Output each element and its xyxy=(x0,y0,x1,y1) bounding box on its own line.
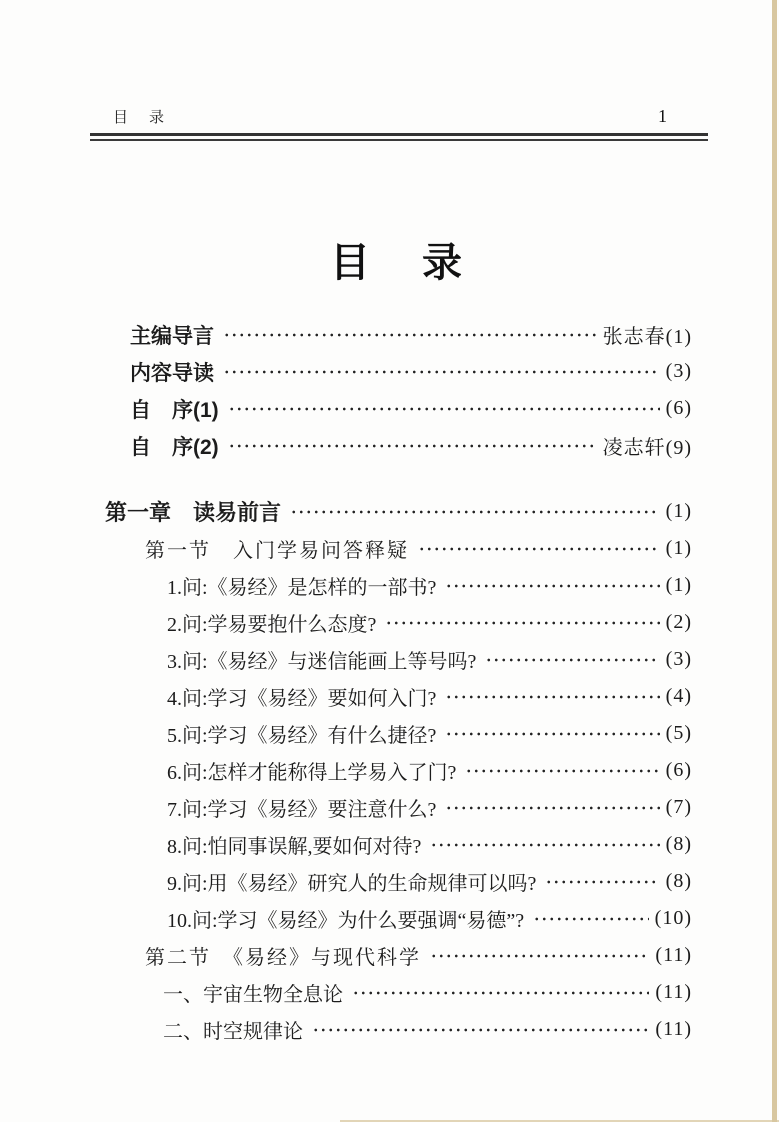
toc-entry xyxy=(93,427,692,464)
dot-leader xyxy=(465,766,659,776)
toc-entry xyxy=(93,1011,692,1048)
dot-leader xyxy=(445,692,659,702)
toc-entry-label: 二、时空规律论 xyxy=(163,1021,303,1043)
dot-leader xyxy=(352,988,649,998)
toc-entry-page: (8) xyxy=(665,833,692,855)
dot-leader xyxy=(445,729,659,739)
toc-entry-label: 主编导言 xyxy=(130,324,214,348)
toc-entry xyxy=(93,641,692,678)
toc-entry-label: 1.问:《易经》是怎样的一部书? xyxy=(167,577,437,599)
toc-entry-page: 凌志轩(9) xyxy=(602,437,692,459)
dot-leader xyxy=(445,581,659,591)
toc-entry-page: (8) xyxy=(665,870,692,892)
header-double-rule xyxy=(90,133,708,141)
toc-list xyxy=(93,316,705,1048)
toc-entry-label: 4.问:学习《易经》要如何入门? xyxy=(167,688,437,710)
dot-leader xyxy=(385,618,659,628)
toc-entry xyxy=(93,353,692,390)
toc-entry xyxy=(93,937,692,974)
toc-entry-page: (11) xyxy=(655,981,692,1003)
toc-entry-label: 一、宇宙生物全息论 xyxy=(163,984,343,1006)
dot-leader xyxy=(418,544,660,554)
toc-entry-page: (4) xyxy=(665,685,692,707)
toc-entry xyxy=(93,493,692,530)
toc-entry-page: (11) xyxy=(655,944,692,966)
toc-entry-page: (1) xyxy=(665,500,692,522)
toc-entry-page: (6) xyxy=(665,759,692,781)
dot-leader xyxy=(485,655,659,665)
page-content xyxy=(93,0,705,1048)
toc-entry xyxy=(93,567,692,604)
toc-entry xyxy=(93,715,692,752)
page-title: 目 录 xyxy=(330,240,468,285)
toc-entry xyxy=(93,974,692,1011)
toc-entry xyxy=(93,390,692,427)
toc-entry-label: 6.问:怎样才能称得上学易入了门? xyxy=(167,762,457,784)
toc-entry-page: (10) xyxy=(654,907,692,929)
toc-entry-label: 8.问:怕同事误解,要如何对待? xyxy=(167,836,422,858)
toc-entry xyxy=(93,789,692,826)
toc-entry-page: (3) xyxy=(665,648,692,670)
toc-entry-page: (7) xyxy=(665,796,692,818)
toc-entry xyxy=(93,604,692,641)
running-header-title: 目 录 xyxy=(113,110,168,126)
toc-entry xyxy=(93,678,692,715)
dot-leader xyxy=(430,840,659,850)
dot-leader xyxy=(445,803,659,813)
toc-entry xyxy=(93,863,692,900)
dot-leader xyxy=(223,367,660,377)
toc-entry-page: (1) xyxy=(665,574,692,596)
dot-leader xyxy=(228,441,597,451)
toc-entry-label: 第一章 读易前言 xyxy=(105,500,282,525)
toc-entry-page: (5) xyxy=(665,722,692,744)
page-scan-edge-right xyxy=(772,0,777,1122)
dot-leader xyxy=(223,330,597,340)
dot-leader xyxy=(228,404,660,414)
toc-entry-label: 2.问:学易要抱什么态度? xyxy=(167,614,377,636)
dot-leader xyxy=(312,1025,649,1035)
toc-entry-label: 自 序(1) xyxy=(130,398,219,422)
toc-entry-label: 内容导读 xyxy=(130,361,214,385)
toc-entry xyxy=(93,900,692,937)
toc-entry-label: 10.问:学习《易经》为什么要强调“易德”? xyxy=(167,910,525,932)
toc-entry xyxy=(93,752,692,789)
toc-entry-page: (3) xyxy=(665,360,692,382)
toc-entry xyxy=(93,530,692,567)
toc-entry-label: 9.问:用《易经》研究人的生命规律可以吗? xyxy=(167,873,537,895)
running-header xyxy=(93,0,705,127)
toc-entry-label: 5.问:学习《易经》有什么捷径? xyxy=(167,725,437,747)
toc-entry-label: 自 序(2) xyxy=(130,435,219,459)
dot-leader xyxy=(533,914,648,924)
toc-entry-page: (1) xyxy=(665,537,692,559)
toc-entry-label: 7.问:学习《易经》要注意什么? xyxy=(167,799,437,821)
dot-leader xyxy=(290,507,660,517)
toc-entry-page: 张志春(1) xyxy=(602,326,692,348)
dot-leader xyxy=(430,951,649,961)
toc-entry-page: (11) xyxy=(655,1018,692,1040)
toc-entry-page: (2) xyxy=(665,611,692,633)
toc-entry-label: 第一节 入门学易问答释疑 xyxy=(145,540,409,562)
toc-entry-label: 第二节 《易经》与现代科学 xyxy=(145,947,421,969)
toc-entry xyxy=(93,316,692,353)
toc-entry-page: (6) xyxy=(665,397,692,419)
dot-leader xyxy=(545,877,659,887)
toc-entry-label: 3.问:《易经》与迷信能画上等号吗? xyxy=(167,651,477,673)
running-header-page-number: 1 xyxy=(658,106,667,126)
toc-entry xyxy=(93,826,692,863)
